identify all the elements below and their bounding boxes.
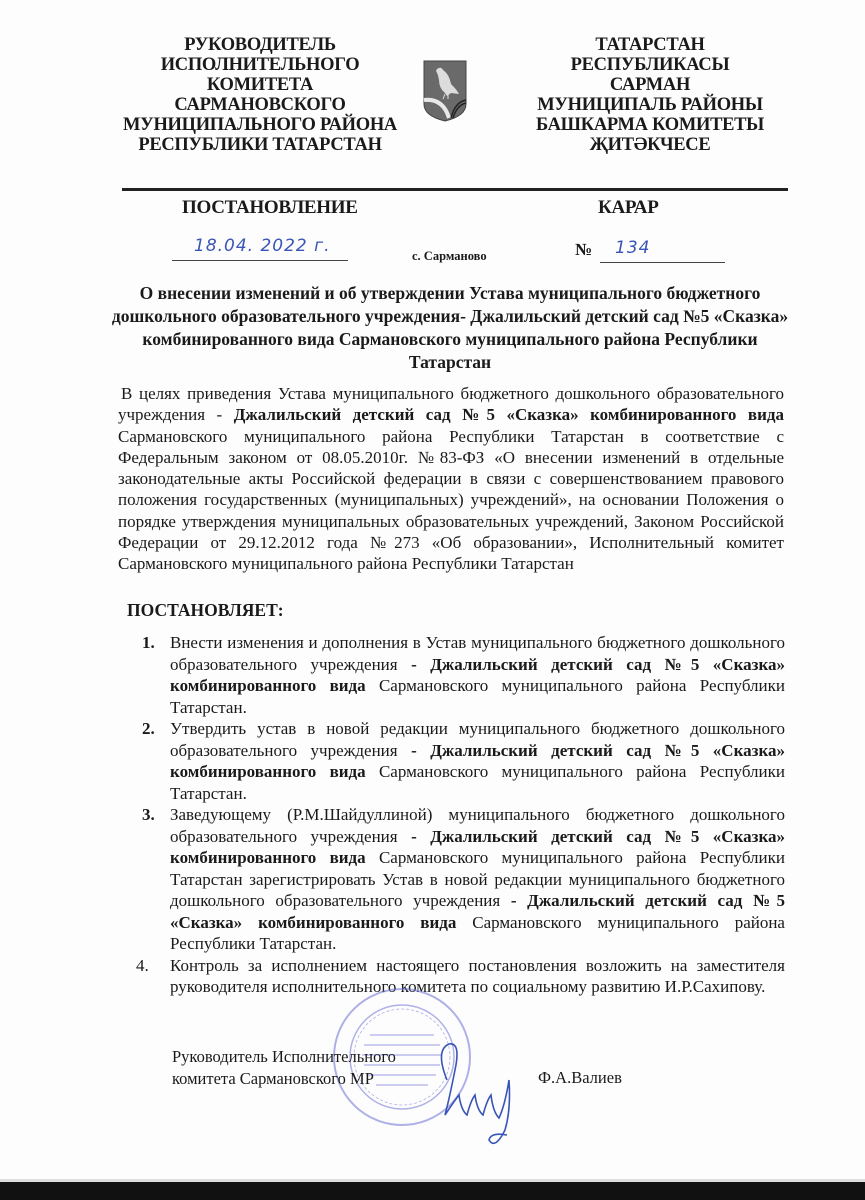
header-ru-line: САРМАНОВСКОГО (174, 95, 346, 115)
signatory-title (172, 1046, 396, 1090)
item-text: Внести изменения и дополнения в Устав муниципального бюджетного дошкольного образовательного учреждения (170, 633, 785, 674)
number-field (600, 238, 725, 263)
preamble-text: Сармановского муниципального района Республики Татарстан в соответствие с Федеральным законом от 08.05.2010г. №83-ФЗ «О внесении изменений в отдельные законодательные акты Российской федерации в связи с совершенствованием правового положения государственных (муниципальных) учреждений», на основании Положения о порядке утверждения муниципальных образовательных учреждений, Законом Российской Федерации от 29.12.2012 года №273 «Об образовании», Исполнительный комитет Сармановского муниципального района Республики Татарстан (118, 426, 784, 574)
header-tt-line: САРМАН (609, 75, 691, 95)
header-tt-line: МУНИЦИПАЛЬ РАЙОНЫ (537, 95, 763, 115)
item-text: Заведующему (Р.М.Шайдуллиной) муниципального бюджетного дошкольного образовательного учреждения (170, 805, 785, 846)
doc-type-ru: ПОСТАНОВЛЕНИЕ (182, 197, 358, 218)
document-title: О внесении изменений и об утверждении Устава муниципального бюджетного дошкольного образовательного учреждения- Джалильский детский сад №5 «Сказка» комбинированного вида Сармановского муниципального района Республики Татарстан (111, 283, 789, 372)
item-number: 2. (142, 719, 155, 738)
number-value: 134 (615, 238, 651, 258)
header-ru-line: РЕСПУБЛИКИ ТАТАРСТАН (138, 135, 382, 155)
header-tt-line: БАШКАРМА КОМИТЕТЫ (535, 115, 765, 135)
decree-item (140, 804, 785, 955)
decree-items (136, 632, 785, 998)
item-institution: - Джалильский детский сад №5 «Сказка» комбинированного вида (170, 826, 785, 867)
decree-item (140, 718, 785, 804)
decree-label: ПОСТАНОВЛЯЕТ: (127, 600, 284, 620)
item-number: 3. (142, 805, 155, 824)
item-text: Сармановского муниципального района Республики Татарстан. (170, 762, 785, 803)
header-ru-line: РУКОВОДИТЕЛЬ (184, 35, 336, 55)
handwritten-signature-icon (425, 1040, 520, 1155)
item-number: 1. (142, 633, 155, 652)
preamble (118, 383, 784, 575)
header-tt-line: ТАТАРСТАН РЕСПУБЛИКАСЫ (570, 35, 730, 75)
item-institution: - Джалильский детский сад №5 «Сказка» комбинированного вида (170, 654, 785, 695)
item-text: Утвердить устав в новой редакции муниципального бюджетного дошкольного образовательного учреждения (170, 719, 785, 760)
header-ru-line: ИСПОЛНИТЕЛЬНОГО КОМИТЕТА (160, 55, 360, 95)
item-institution: - Джалильский детский сад №5 «Сказка» комбинированного вида (170, 891, 785, 932)
decree-item (140, 632, 785, 718)
signatory-title-line: комитета Сармановского МР (172, 1069, 374, 1088)
date-value: 18.04. 2022 г. (194, 236, 331, 256)
item-number: 4. (136, 955, 149, 975)
doc-type-tt: КАРАР (598, 197, 659, 218)
preamble-institution: Джалильский детский сад №5 «Сказка» комбинированного вида (233, 405, 784, 425)
signatory-name: Ф.А.Валиев (538, 1068, 622, 1087)
date-field (172, 236, 348, 261)
item-institution: - Джалильский детский сад №5 «Сказка» комбинированного вида (170, 740, 785, 781)
preamble-text: В целях приведения Устава муниципального бюджетного дошкольного образовательного учреждения - (118, 384, 784, 425)
scan-edge (0, 1182, 865, 1200)
header-tt-line: ҖИТӘКЧЕСЕ (589, 135, 711, 155)
item-text: Контроль за исполнением настоящего постановления возложить на заместителя руководителя исполнительного комитета по социальному развитию И.Р.Сахипову. (170, 955, 785, 996)
header-ru-line: МУНИЦИПАЛЬНОГО РАЙОНА (123, 115, 397, 135)
header-tt (515, 35, 785, 155)
place: с. Сарманово (412, 249, 487, 263)
item-text: Сармановского муниципального района Республики Татарстан зарегистрировать Устав в новой редакции муниципального бюджетного дошкольного образовательного учреждения (170, 848, 785, 910)
item-text: Сармановского муниципального района Республики Татарстан. (170, 912, 785, 953)
signatory-title-line: Руководитель Исполнительного (172, 1047, 396, 1066)
number-label: № (575, 240, 593, 259)
header-divider (122, 188, 788, 191)
coat-of-arms-bird-icon (423, 60, 467, 122)
header-ru (110, 35, 410, 155)
item-text: Сармановского муниципального района Республики Татарстан. (170, 676, 785, 717)
